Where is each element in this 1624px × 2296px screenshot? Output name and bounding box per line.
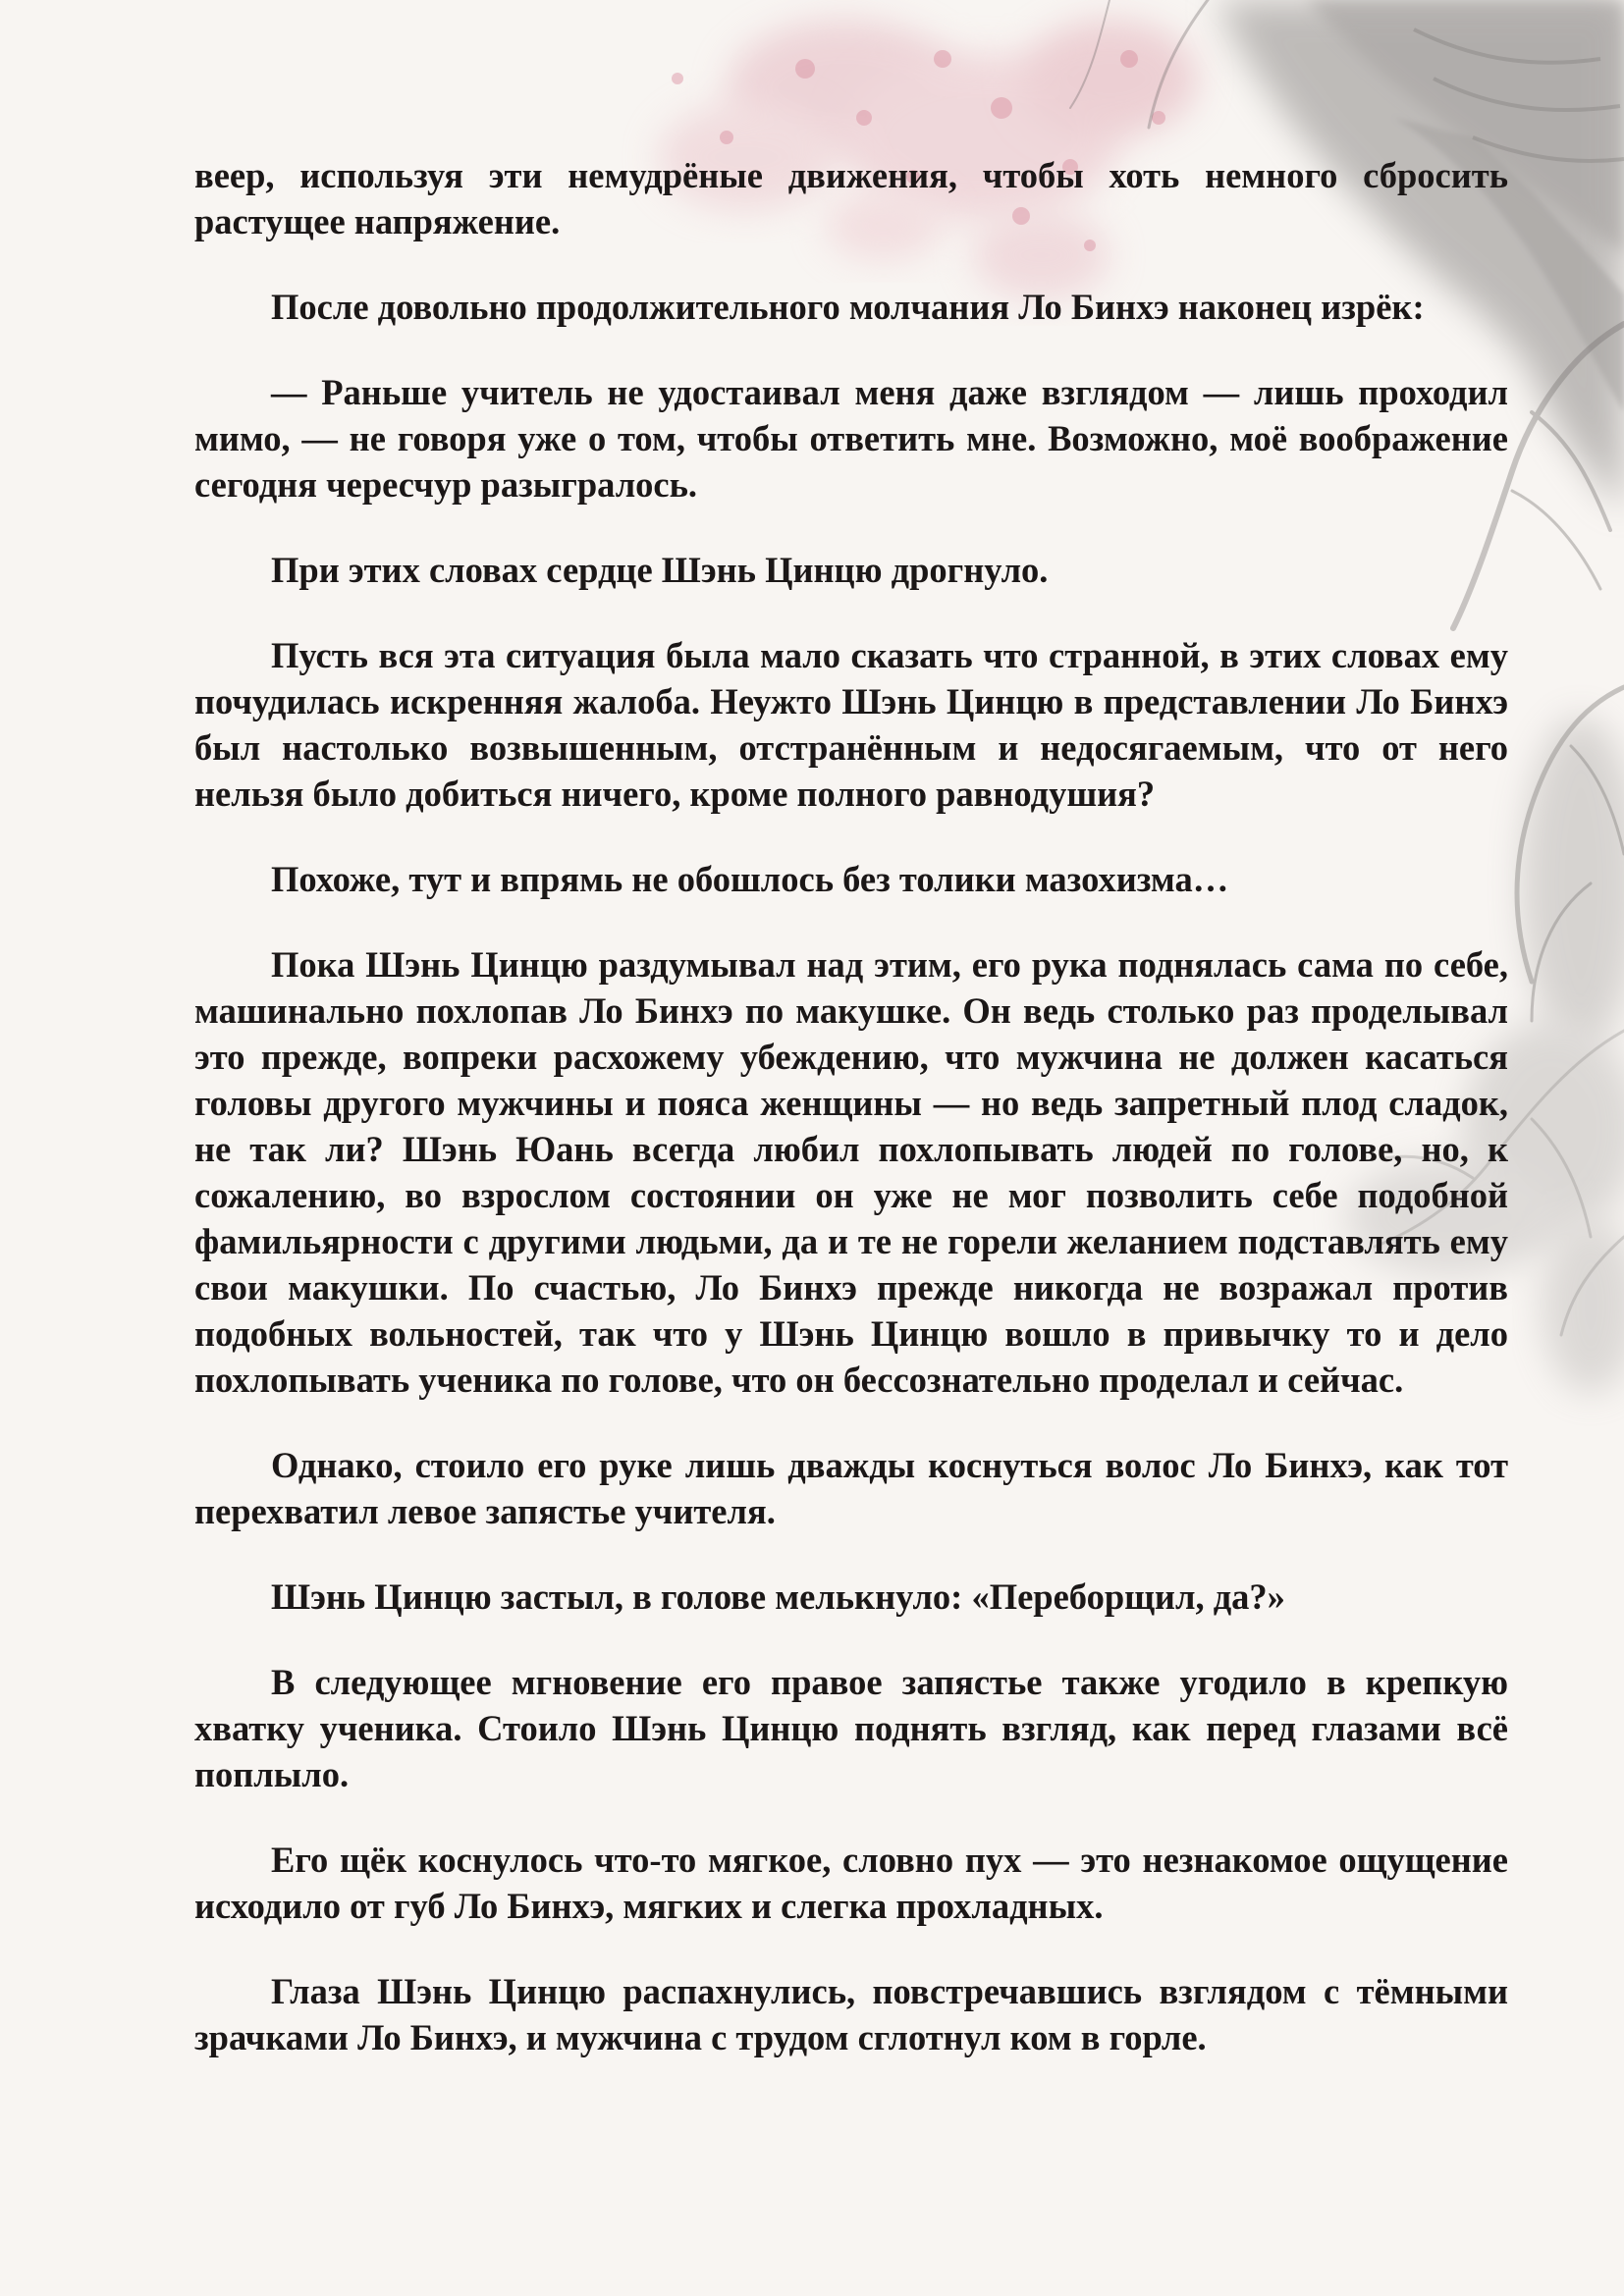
paragraph: При этих словах сердце Шэнь Цинцю дрогнуло. — [271, 550, 1049, 590]
paragraph: Пока Шэнь Цинцю раздумывал над этим, его рука поднялась сама по себе, машинально похлопав Ло Бинхэ по макушке. Он ведь столько раз проделывал это прежде, вопреки расхожему убеждению, что мужчина не должен касаться головы другого мужчины и пояса женщины — но ведь запретный плод сладок, не так ли? Шэнь Юань всегда любил похлопывать людей по голове, но, к сожалению, во взрослом состоянии он уже не мог позволить себе подобной фамильярности с другими людьми, да и те не горели желанием подставлять ему свои макушки. По счастью, Ло Бинхэ прежде никогда не возражал против подобных вольностей, так что у Шэнь Цинцю вошло в привычку то и дело похлопывать ученика по голове, что он бессознательно проделал и сейчас. — [194, 944, 1508, 1400]
paragraph: — Раньше учитель не удостаивал меня даже взглядом — лишь проходил мимо, — не говоря уже о том, чтобы ответить мне. Возможно, моё воображение сегодня чересчур разыгралось. — [194, 372, 1508, 505]
paragraph: Пусть вся эта ситуация была мало сказать что странной, в этих словах ему почудилась искренняя жалоба. Неужто Шэнь Цинцю в представлении Ло Бинхэ был настолько возвышенным, отстранённым и недосягаемым, что от него нельзя было добиться ничего, кроме полного равнодушия? — [194, 635, 1508, 814]
paragraph: В следующее мгновение его правое запястье также угодило в крепкую хватку ученика. Стоило Шэнь Цинцю поднять взгляд, как перед глазами всё поплыло. — [194, 1662, 1508, 1794]
paragraph: После довольно продолжительного молчания Ло Бинхэ наконец изрёк: — [271, 287, 1425, 327]
body-text — [194, 152, 1508, 2100]
paragraph: Однако, стоило его руке лишь дважды коснуться волос Ло Бинхэ, как тот перехватил левое запястье учителя. — [194, 1445, 1508, 1531]
paragraph: Его щёк коснулось что-то мягкое, словно пух — это незнакомое ощущение исходило от губ Ло Бинхэ, мягких и слегка прохладных. — [194, 1840, 1508, 1926]
paragraph: Похоже, тут и впрямь не обошлось без толики мазохизма… — [271, 859, 1229, 899]
paragraph: Глаза Шэнь Цинцю распахнулись, повстречавшись взглядом с тёмными зрачками Ло Бинхэ, и мужчина с трудом сглотнул ком в горле. — [194, 1971, 1508, 2057]
paragraph: веер, используя эти немудрёные движения, чтобы хоть немного сбросить растущее напряжение. — [194, 155, 1508, 241]
paragraph: Шэнь Цинцю застыл, в голове мелькнуло: «Переборщил, да?» — [271, 1576, 1285, 1617]
